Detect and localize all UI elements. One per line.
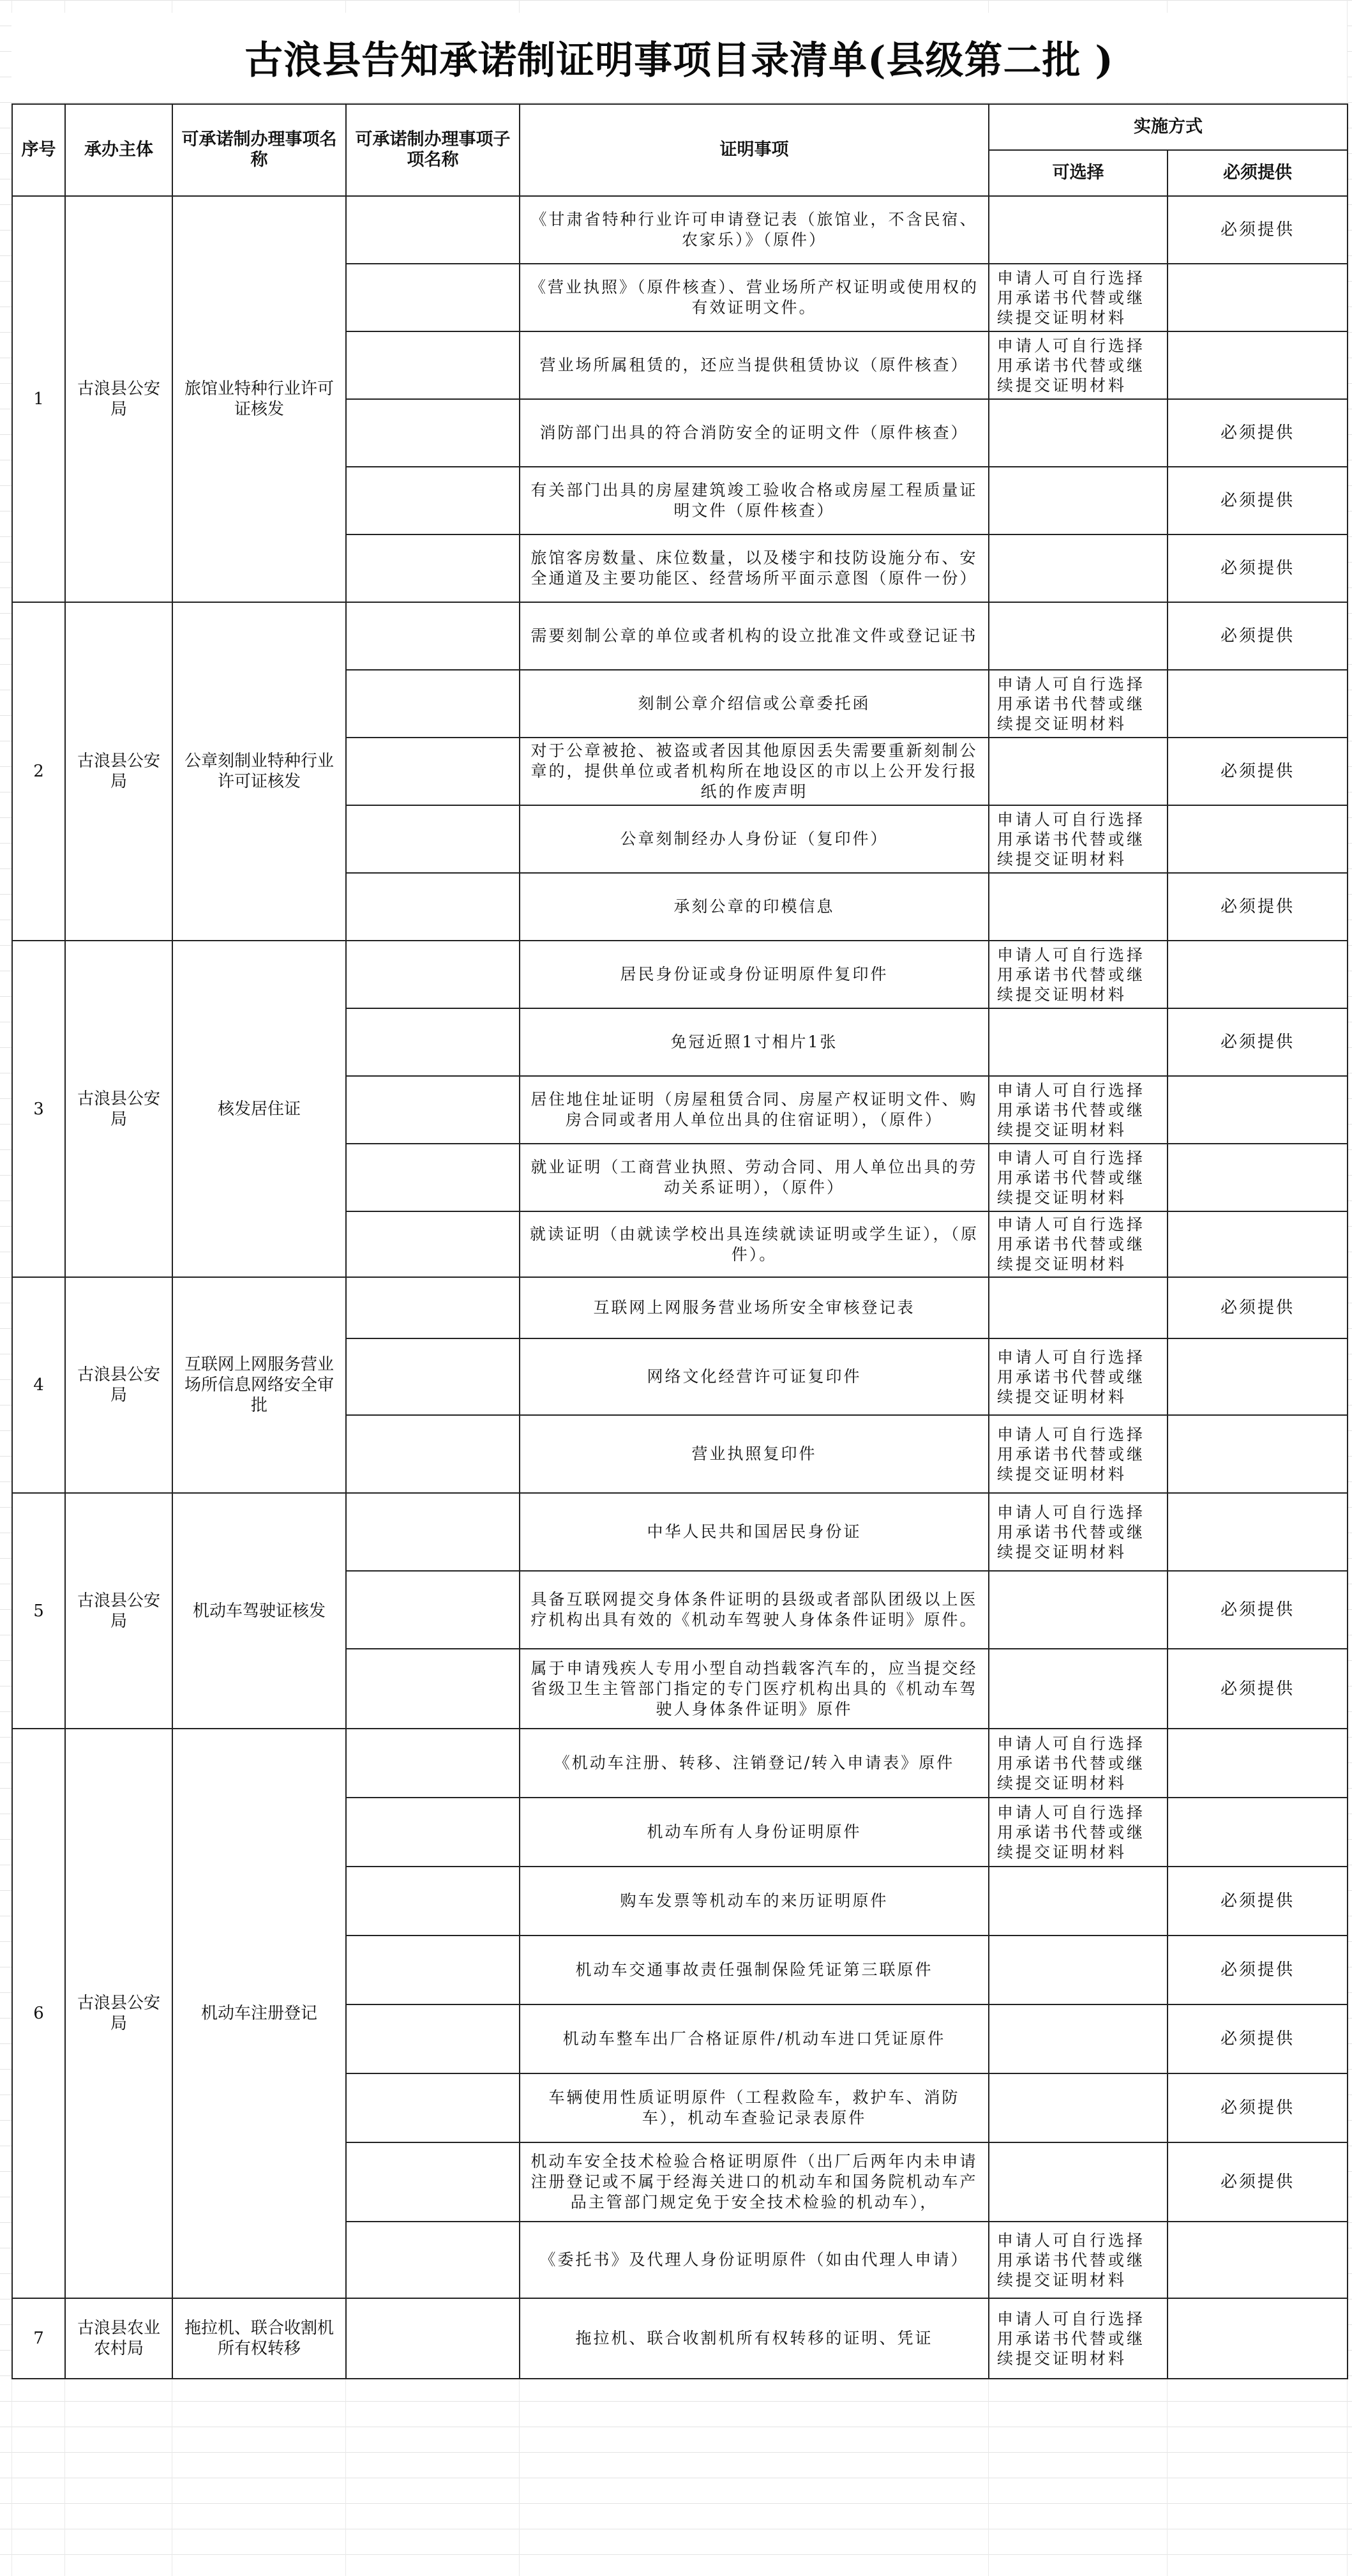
cell-optional [989, 196, 1168, 264]
cell-subitem-name [346, 2004, 520, 2073]
cell-dept: 古浪县公安局 [65, 196, 172, 602]
cell-optional [989, 602, 1168, 670]
page-title: 古浪县告知承诺制证明事项目录清单(县级第二批 ) [11, 13, 1347, 102]
cell-dept: 古浪县公安局 [65, 1493, 172, 1729]
cell-subitem-name [346, 670, 520, 738]
cell-subitem-name [346, 2222, 520, 2298]
cell-subitem-name [346, 873, 520, 941]
cell-proof-item: 具备互联网提交身体条件证明的县级或者部队团级以上医疗机构出具有效的《机动车驾驶人身体条件证明》原件。 [520, 1571, 989, 1649]
cell-subitem-name [346, 2142, 520, 2222]
table-row [12, 941, 1348, 1008]
cell-proof-item: 免冠近照1寸相片1张 [520, 1008, 989, 1076]
cell-required: 必须提供 [1168, 602, 1348, 670]
cell-proof-item: 车辆使用性质证明原件（工程救险车，救护车、消防车），机动车查验记录表原件 [520, 2073, 989, 2142]
cell-proof-item: 居住地住址证明（房屋租赁合同、房屋产权证明文件、购房合同或者用人单位出具的住宿证明），（原件） [520, 1076, 989, 1144]
cell-proof-item: 旅馆客房数量、床位数量，以及楼宇和技防设施分布、安全通道及主要功能区、经营场所平面示意图（原件一份） [520, 534, 989, 602]
header-optional: 可选择 [989, 150, 1168, 196]
header-method: 实施方式 [989, 104, 1348, 150]
cell-required [1168, 1493, 1348, 1571]
cell-optional: 申请人可自行选择用承诺书代替或继续提交证明材料 [989, 2298, 1168, 2379]
cell-required: 必须提供 [1168, 1936, 1348, 2004]
header-seq: 序号 [12, 104, 65, 196]
cell-proof-item: 营业执照复印件 [520, 1415, 989, 1493]
cell-optional: 申请人可自行选择用承诺书代替或继续提交证明材料 [989, 1076, 1168, 1144]
header-sub: 可承诺制办理事项子项名称 [346, 104, 520, 196]
cell-proof-item: 机动车所有人身份证明原件 [520, 1798, 989, 1867]
cell-required: 必须提供 [1168, 873, 1348, 941]
cell-seq: 4 [12, 1277, 65, 1493]
cell-required: 必须提供 [1168, 1277, 1348, 1338]
header-name: 可承诺制办理事项名称 [172, 104, 346, 196]
cell-required: 必须提供 [1168, 1571, 1348, 1649]
cell-proof-item: 就业证明（工商营业执照、劳动合同、用人单位出具的劳动关系证明），（原件） [520, 1144, 989, 1211]
grid-line [0, 2503, 1352, 2504]
cell-subitem-name [346, 1008, 520, 1076]
cell-subitem-name [346, 2298, 520, 2379]
cell-seq: 3 [12, 941, 65, 1277]
cell-proof-item: 有关部门出具的房屋建筑竣工验收合格或房屋工程质量证明文件（原件核查） [520, 467, 989, 534]
cell-required: 必须提供 [1168, 2142, 1348, 2222]
table-header [12, 104, 1348, 196]
cell-optional: 申请人可自行选择用承诺书代替或继续提交证明材料 [989, 1798, 1168, 1867]
cell-dept: 古浪县公安局 [65, 602, 172, 941]
cell-optional [989, 1867, 1168, 1936]
cell-required [1168, 1798, 1348, 1867]
cell-item-name: 互联网上网服务营业场所信息网络安全审批 [172, 1277, 346, 1493]
cell-subitem-name [346, 1144, 520, 1211]
cell-optional [989, 534, 1168, 602]
cell-subitem-name [346, 1277, 520, 1338]
cell-required: 必须提供 [1168, 399, 1348, 467]
cell-required [1168, 941, 1348, 1008]
cell-subitem-name [346, 1936, 520, 2004]
cell-subitem-name [346, 941, 520, 1008]
table-row [12, 1493, 1348, 1571]
cell-subitem-name [346, 602, 520, 670]
cell-optional [989, 1649, 1168, 1729]
header-dept: 承办主体 [65, 104, 172, 196]
cell-optional: 申请人可自行选择用承诺书代替或继续提交证明材料 [989, 670, 1168, 738]
cell-proof-item: 居民身份证或身份证明原件复印件 [520, 941, 989, 1008]
cell-item-name: 公章刻制业特种行业许可证核发 [172, 602, 346, 941]
table-row [12, 2298, 1348, 2379]
cell-proof-item: 消防部门出具的符合消防安全的证明文件（原件核查） [520, 399, 989, 467]
table-row [12, 602, 1348, 670]
cell-subitem-name [346, 1493, 520, 1571]
cell-optional: 申请人可自行选择用承诺书代替或继续提交证明材料 [989, 1338, 1168, 1415]
cell-subitem-name [346, 805, 520, 873]
cell-subitem-name [346, 196, 520, 264]
grid-line [0, 102, 1352, 103]
cell-subitem-name [346, 1729, 520, 1798]
cell-optional [989, 2073, 1168, 2142]
cell-required [1168, 670, 1348, 738]
cell-item-name: 拖拉机、联合收割机所有权转移 [172, 2298, 346, 2379]
cell-required: 必须提供 [1168, 196, 1348, 264]
cell-seq: 7 [12, 2298, 65, 2379]
cell-seq: 2 [12, 602, 65, 941]
cell-item-name: 机动车驾驶证核发 [172, 1493, 346, 1729]
cell-subitem-name [346, 264, 520, 331]
cell-optional: 申请人可自行选择用承诺书代替或继续提交证明材料 [989, 1211, 1168, 1277]
cell-required: 必须提供 [1168, 467, 1348, 534]
cell-optional [989, 2142, 1168, 2222]
cell-required [1168, 2298, 1348, 2379]
cell-proof-item: 《机动车注册、转移、注销登记/转入申请表》原件 [520, 1729, 989, 1798]
cell-optional [989, 738, 1168, 805]
cell-proof-item: 需要刻制公章的单位或者机构的设立批准文件或登记证书 [520, 602, 989, 670]
cell-required [1168, 1211, 1348, 1277]
cell-optional: 申请人可自行选择用承诺书代替或继续提交证明材料 [989, 264, 1168, 331]
cell-subitem-name [346, 1076, 520, 1144]
cell-subitem-name [346, 1798, 520, 1867]
cell-subitem-name [346, 399, 520, 467]
cell-proof-item: 营业场所属租赁的，还应当提供租赁协议（原件核查） [520, 331, 989, 399]
cell-subitem-name [346, 534, 520, 602]
grid-line [0, 0, 1352, 1]
table-row [12, 1729, 1348, 1798]
cell-proof-item: 《营业执照》（原件核查）、营业场所产权证明或使用权的有效证明文件。 [520, 264, 989, 331]
cell-required: 必须提供 [1168, 2004, 1348, 2073]
cell-subitem-name [346, 1571, 520, 1649]
cell-optional: 申请人可自行选择用承诺书代替或继续提交证明材料 [989, 331, 1168, 399]
cell-optional: 申请人可自行选择用承诺书代替或继续提交证明材料 [989, 2222, 1168, 2298]
cell-required [1168, 1144, 1348, 1211]
cell-optional [989, 467, 1168, 534]
cell-required: 必须提供 [1168, 534, 1348, 602]
cell-dept: 古浪县公安局 [65, 941, 172, 1277]
grid-line [0, 2401, 1352, 2402]
cell-proof-item: 机动车整车出厂合格证原件/机动车进口凭证原件 [520, 2004, 989, 2073]
cell-optional: 申请人可自行选择用承诺书代替或继续提交证明材料 [989, 805, 1168, 873]
cell-subitem-name [346, 2073, 520, 2142]
cell-optional: 申请人可自行选择用承诺书代替或继续提交证明材料 [989, 1144, 1168, 1211]
cell-subitem-name [346, 467, 520, 534]
cell-proof-item: 机动车安全技术检验合格证明原件（出厂后两年内未申请注册登记或不属于经海关进口的机动车和国务院机动车产品主管部门规定免于安全技术检验的机动车）， [520, 2142, 989, 2222]
cell-item-name: 旅馆业特种行业许可证核发 [172, 196, 346, 602]
cell-required [1168, 1729, 1348, 1798]
cell-required [1168, 264, 1348, 331]
cell-required [1168, 1076, 1348, 1144]
cell-subitem-name [346, 1415, 520, 1493]
cell-required: 必须提供 [1168, 738, 1348, 805]
catalog-table [11, 103, 1348, 2379]
cell-proof-item: 属于申请残疾人专用小型自动挡载客汽车的，应当提交经省级卫生主管部门指定的专门医疗机构出具的《机动车驾驶人身体条件证明》原件 [520, 1649, 989, 1729]
cell-required [1168, 331, 1348, 399]
cell-optional [989, 1936, 1168, 2004]
cell-proof-item: 拖拉机、联合收割机所有权转移的证明、凭证 [520, 2298, 989, 2379]
cell-optional [989, 1571, 1168, 1649]
cell-required: 必须提供 [1168, 2073, 1348, 2142]
cell-proof-item: 《委托书》及代理人身份证明原件（如由代理人申请） [520, 2222, 989, 2298]
header-item: 证明事项 [520, 104, 989, 196]
cell-dept: 古浪县农业农村局 [65, 2298, 172, 2379]
cell-seq: 1 [12, 196, 65, 602]
cell-subitem-name [346, 1211, 520, 1277]
cell-optional [989, 873, 1168, 941]
cell-seq: 6 [12, 1729, 65, 2298]
cell-optional: 申请人可自行选择用承诺书代替或继续提交证明材料 [989, 1415, 1168, 1493]
cell-required [1168, 1415, 1348, 1493]
cell-required [1168, 2222, 1348, 2298]
cell-optional: 申请人可自行选择用承诺书代替或继续提交证明材料 [989, 941, 1168, 1008]
header-required: 必须提供 [1168, 150, 1348, 196]
cell-proof-item: 公章刻制经办人身份证（复印件） [520, 805, 989, 873]
cell-required: 必须提供 [1168, 1867, 1348, 1936]
cell-optional [989, 399, 1168, 467]
cell-item-name: 机动车注册登记 [172, 1729, 346, 2298]
cell-proof-item: 《甘肃省特种行业许可申请登记表（旅馆业，不含民宿、农家乐）》（原件） [520, 196, 989, 264]
cell-proof-item: 对于公章被抢、被盗或者因其他原因丢失需要重新刻制公章的，提供单位或者机构所在地设区的市以上公开发行报纸的作废声明 [520, 738, 989, 805]
cell-optional [989, 1277, 1168, 1338]
cell-dept: 古浪县公安局 [65, 1277, 172, 1493]
grid-line [0, 2452, 1352, 2453]
cell-required [1168, 1338, 1348, 1415]
cell-required: 必须提供 [1168, 1649, 1348, 1729]
cell-proof-item: 机动车交通事故责任强制保险凭证第三联原件 [520, 1936, 989, 2004]
cell-subitem-name [346, 331, 520, 399]
grid-line [0, 2554, 1352, 2555]
cell-proof-item: 中华人民共和国居民身份证 [520, 1493, 989, 1571]
cell-optional [989, 1008, 1168, 1076]
cell-required [1168, 805, 1348, 873]
table-row [12, 196, 1348, 264]
cell-subitem-name [346, 738, 520, 805]
cell-optional [989, 2004, 1168, 2073]
cell-proof-item: 承刻公章的印模信息 [520, 873, 989, 941]
cell-subitem-name [346, 1867, 520, 1936]
cell-required: 必须提供 [1168, 1008, 1348, 1076]
cell-proof-item: 互联网上网服务营业场所安全审核登记表 [520, 1277, 989, 1338]
cell-proof-item: 购车发票等机动车的来历证明原件 [520, 1867, 989, 1936]
cell-proof-item: 网络文化经营许可证复印件 [520, 1338, 989, 1415]
cell-dept: 古浪县公安局 [65, 1729, 172, 2298]
table-row [12, 1277, 1348, 1338]
cell-seq: 5 [12, 1493, 65, 1729]
cell-optional: 申请人可自行选择用承诺书代替或继续提交证明材料 [989, 1493, 1168, 1571]
cell-subitem-name [346, 1338, 520, 1415]
table-body [12, 196, 1348, 2379]
cell-item-name: 核发居住证 [172, 941, 346, 1277]
cell-proof-item: 刻制公章介绍信或公章委托函 [520, 670, 989, 738]
cell-optional: 申请人可自行选择用承诺书代替或继续提交证明材料 [989, 1729, 1168, 1798]
cell-proof-item: 就读证明（由就读学校出具连续就读证明或学生证），（原件）。 [520, 1211, 989, 1277]
cell-subitem-name [346, 1649, 520, 1729]
